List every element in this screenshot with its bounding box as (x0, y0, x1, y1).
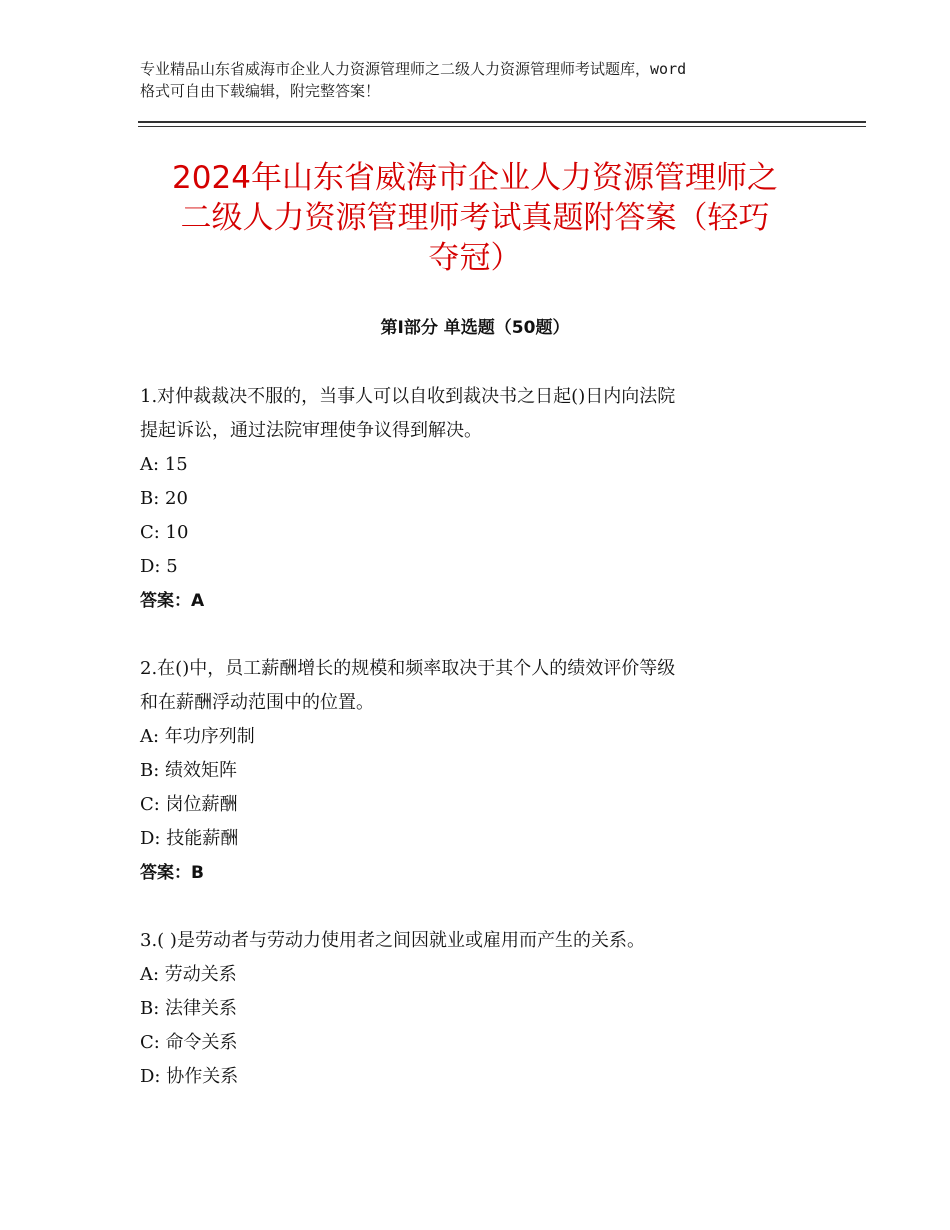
question-stem (140, 924, 820, 958)
header-divider (138, 121, 866, 123)
option-b: B: 20 (140, 488, 188, 509)
document-header-note (140, 58, 840, 102)
question-list (140, 380, 820, 1128)
header-note-line: 专业精品山东省威海市企业人力资源管理师之二级人力资源管理师考试题库，word (140, 60, 687, 78)
question-2 (140, 652, 820, 890)
title-line: 夺冠） (428, 240, 522, 276)
option-b: B: 法律关系 (140, 998, 238, 1019)
question-stem-line: 和在薪酬浮动范围中的位置。 (140, 692, 374, 713)
question-stem-line: 1.对仲裁裁决不服的，当事人可以自收到裁决书之日起()日内向法院 (140, 386, 676, 407)
option-d: D: 5 (140, 556, 178, 577)
title-line: 2024年山东省威海市企业人力资源管理师之 (172, 160, 778, 196)
question-stem-line: 提起诉讼，通过法院审理使争议得到解决。 (140, 420, 482, 441)
question-stem (140, 652, 820, 720)
header-divider-thin (138, 126, 866, 127)
header-note-line: 格式可自由下载编辑，附完整答案！ (140, 82, 381, 100)
option-c: C: 岗位薪酬 (140, 794, 238, 815)
answer-label: 答案：A (140, 591, 205, 611)
document-title (120, 158, 830, 278)
question-stem (140, 380, 820, 448)
section-heading: 第Ⅰ部分 单选题（50题） (380, 318, 570, 338)
option-d: D: 协作关系 (140, 1066, 239, 1087)
title-line: 二级人力资源管理师考试真题附答案（轻巧 (180, 200, 770, 236)
option-d: D: 技能薪酬 (140, 828, 239, 849)
question-stem-line: 2.在()中，员工薪酬增长的规模和频率取决于其个人的绩效评价等级 (140, 658, 676, 679)
option-c: C: 10 (140, 522, 189, 543)
question-stem-line: 3.( )是劳动者与劳动力使用者之间因就业或雇用而产生的关系。 (140, 930, 645, 951)
option-b: B: 绩效矩阵 (140, 760, 238, 781)
option-a: A: 年功序列制 (140, 726, 255, 747)
question-1 (140, 380, 820, 618)
answer-label: 答案：B (140, 863, 204, 883)
option-c: C: 命令关系 (140, 1032, 238, 1053)
option-a: A: 15 (140, 454, 188, 475)
question-3 (140, 924, 820, 1094)
option-a: A: 劳动关系 (140, 964, 237, 985)
